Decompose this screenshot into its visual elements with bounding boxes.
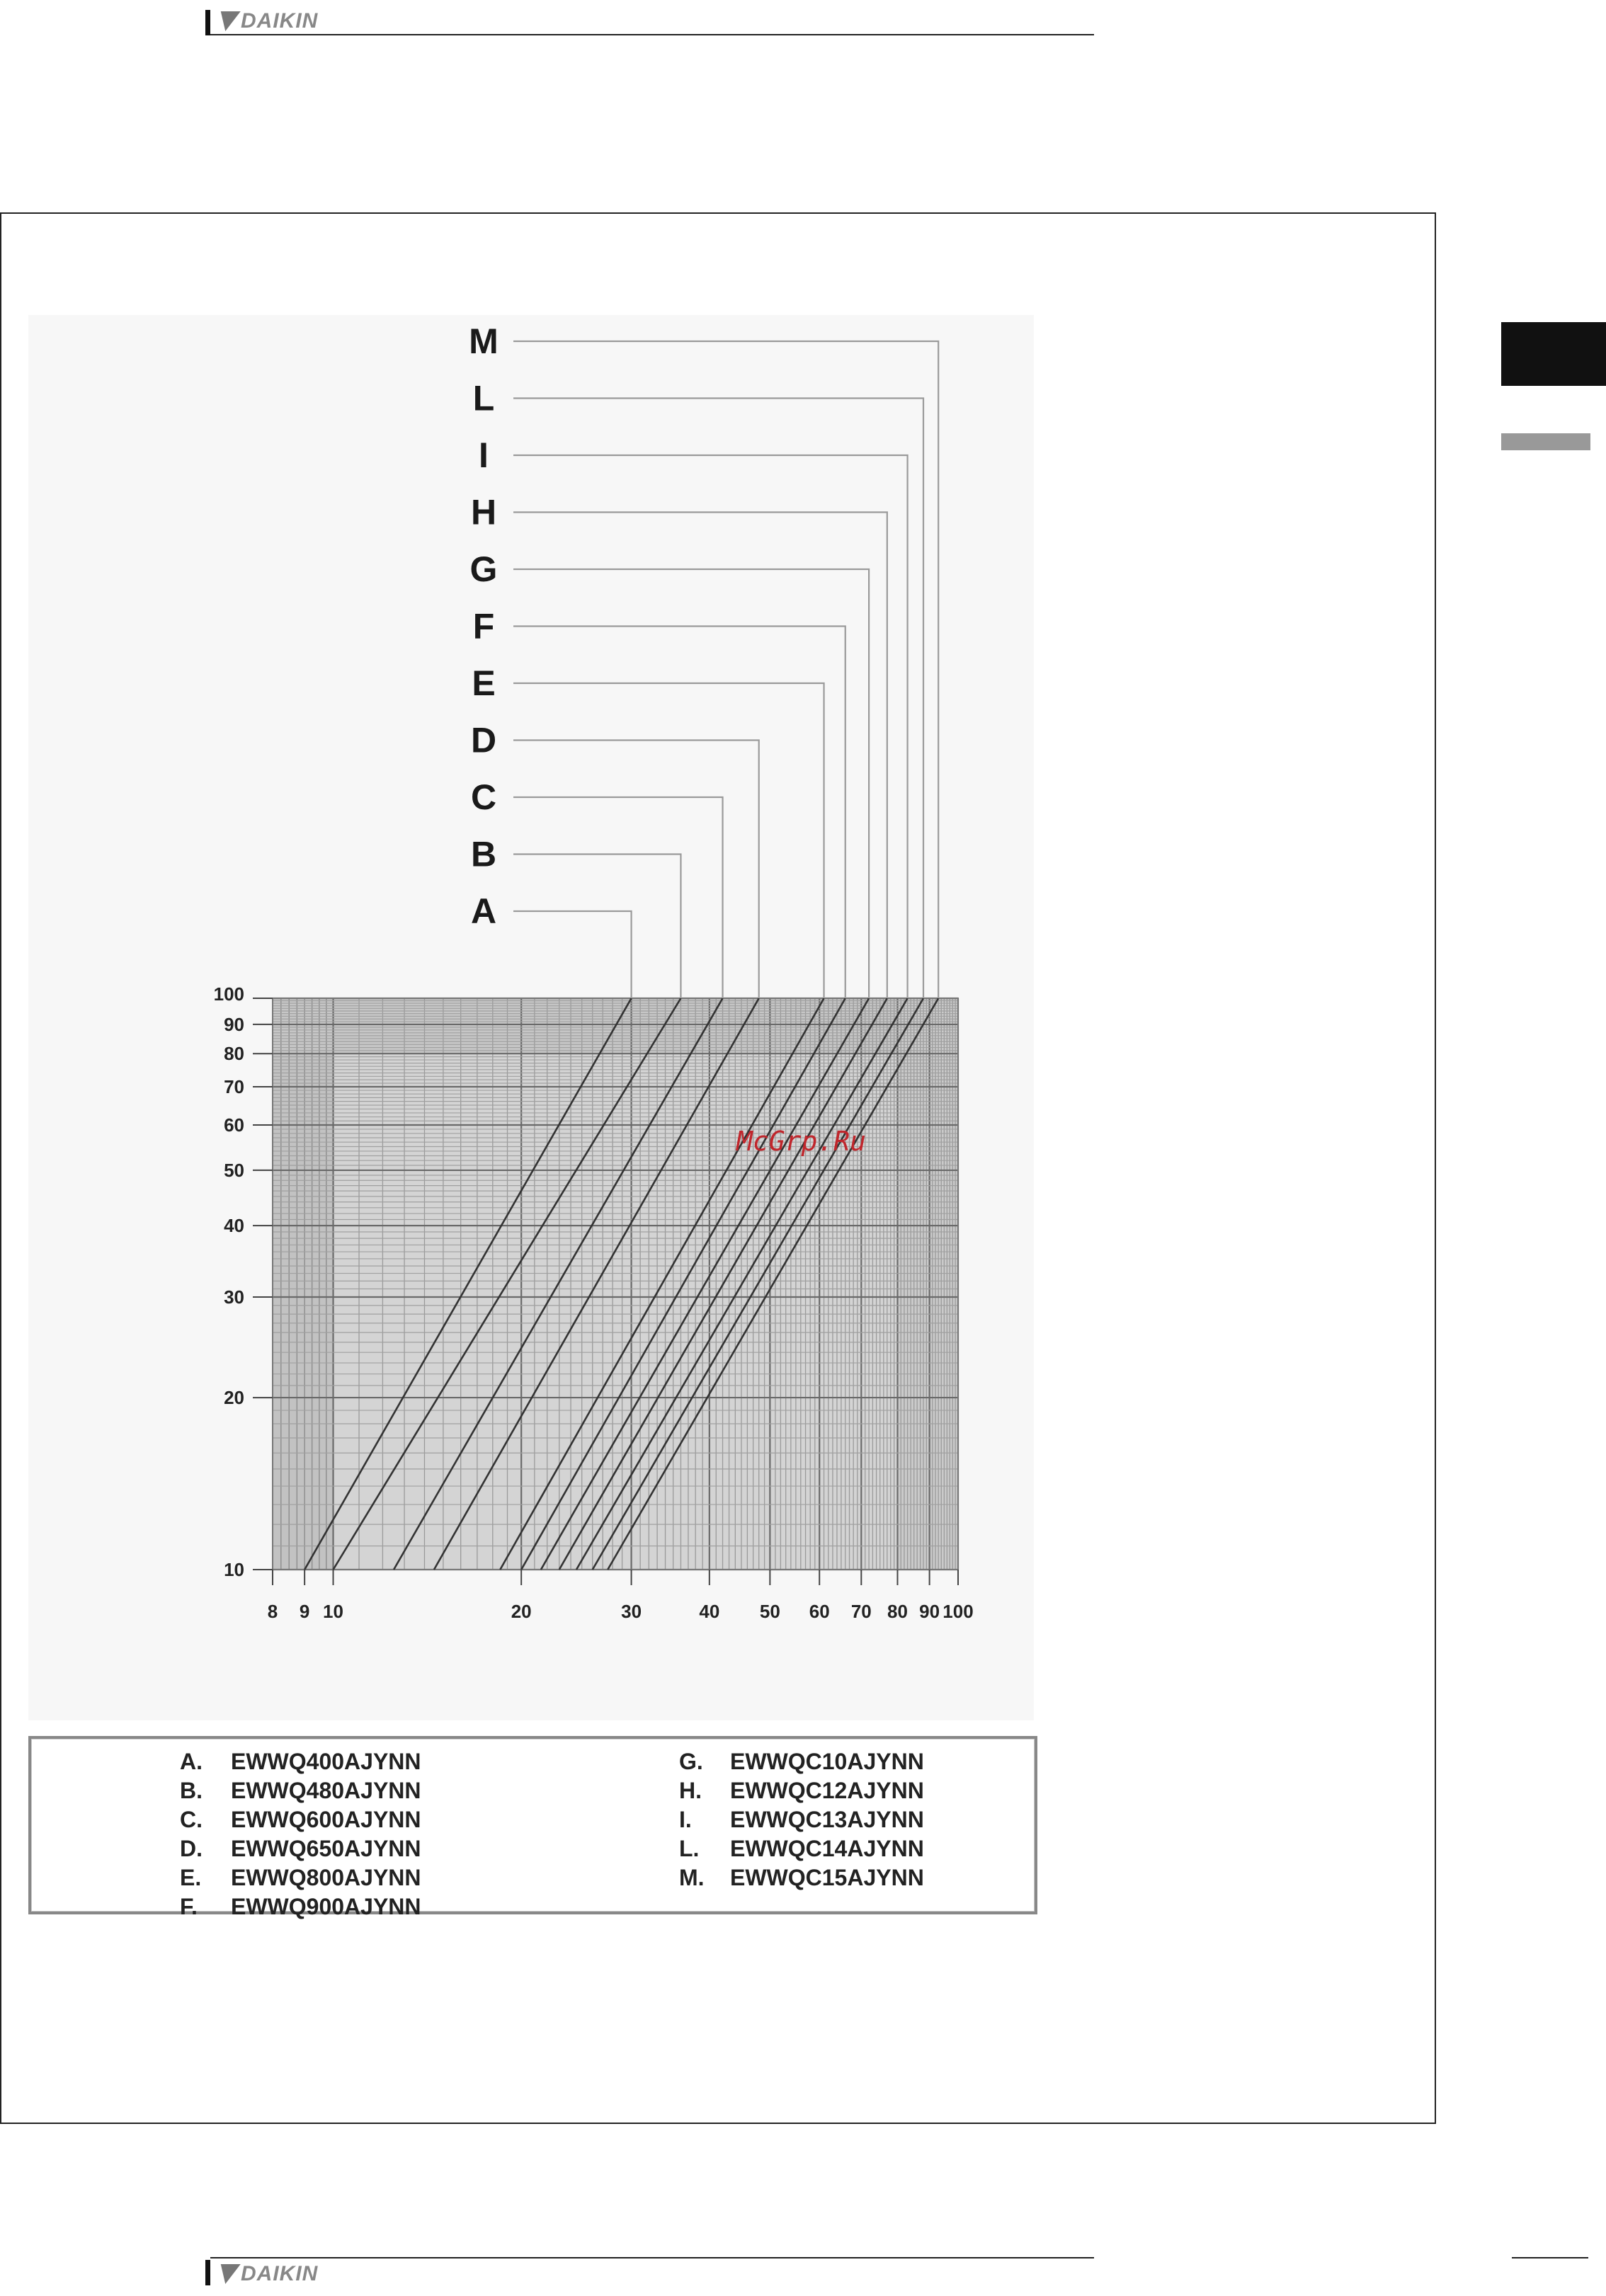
plot-band-right (897, 998, 958, 1570)
series-label-b: B (470, 834, 497, 874)
series-label-a: A (470, 891, 497, 931)
chart-svg (28, 315, 1034, 1720)
series-label-m: M (469, 321, 499, 361)
series-label-e: E (472, 663, 496, 703)
x-tick-label: 9 (299, 1601, 310, 1622)
x-tick-label: 100 (942, 1601, 974, 1622)
plot-area (273, 998, 958, 1570)
x-tick-label: 70 (850, 1601, 872, 1622)
x-tick-label: 10 (323, 1601, 343, 1622)
legend-item: D. EWWQ650AJYNN (180, 1836, 421, 1861)
y-tick-label: 30 (224, 1286, 244, 1308)
x-tick-label: 50 (759, 1601, 780, 1622)
y-tick-label: 100 (213, 983, 244, 1005)
footer-right-rule (1512, 2257, 1588, 2258)
page-header (205, 10, 1094, 38)
section-tab-marker (1501, 433, 1590, 450)
series-label-i: I (479, 435, 489, 475)
legend-item: H. EWWQC12AJYNN (679, 1778, 924, 1803)
legend-item: B. EWWQ480AJYNN (180, 1778, 421, 1803)
legend-item: C. EWWQ600AJYNN (180, 1807, 421, 1832)
daikin-mark-icon (215, 11, 241, 31)
y-tick-label: 10 (224, 1559, 244, 1580)
series-label-d: D (470, 720, 497, 760)
x-tick-label: 30 (621, 1601, 642, 1622)
section-tab (1501, 322, 1606, 386)
y-tick-label: 40 (224, 1215, 244, 1237)
series-label-h: H (470, 492, 497, 532)
footer-bar (205, 2260, 210, 2285)
y-tick-label: 60 (224, 1114, 244, 1136)
legend-column-right (679, 1749, 924, 1894)
series-label-f: F (472, 606, 495, 646)
legend-item: L. EWWQC14AJYNN (679, 1836, 924, 1861)
footer-rule (210, 2257, 1094, 2258)
brand-wordmark: DAIKIN (241, 2262, 319, 2285)
legend-item: F. EWWQ900AJYNN (180, 1894, 421, 1919)
x-tick-label: 90 (919, 1601, 940, 1622)
y-tick-label: 70 (224, 1076, 244, 1098)
legend-item: I. EWWQC13AJYNN (679, 1807, 924, 1832)
x-tick-label: 8 (267, 1601, 278, 1622)
page-footer (205, 2251, 1094, 2287)
x-tick-label: 40 (699, 1601, 720, 1622)
pressure-drop-chart (28, 315, 1034, 1720)
legend-item: E. EWWQ800AJYNN (180, 1865, 421, 1890)
y-tick-label: 50 (224, 1159, 244, 1181)
plot-band-left (273, 998, 334, 1570)
brand-logo (218, 2261, 318, 2287)
legend-item: A. EWWQ400AJYNN (180, 1749, 421, 1774)
model-legend (28, 1736, 1037, 1919)
legend-item: M. EWWQC15AJYNN (679, 1865, 924, 1890)
legend-item: G. EWWQC10AJYNN (679, 1749, 924, 1774)
series-label-c: C (470, 777, 497, 817)
watermark-text: McGrp.Ru (736, 1126, 867, 1157)
series-label-l: L (472, 378, 495, 418)
brand-wordmark: DAIKIN (241, 9, 319, 33)
header-rule (210, 34, 1094, 35)
y-tick-label: 80 (224, 1043, 244, 1065)
x-tick-label: 80 (887, 1601, 908, 1622)
legend-column-left (180, 1749, 421, 1923)
x-tick-label: 20 (511, 1601, 532, 1622)
header-bar (205, 10, 210, 35)
daikin-mark-icon (215, 2264, 241, 2284)
y-tick-label: 20 (224, 1387, 244, 1409)
y-tick-label: 90 (224, 1013, 244, 1035)
x-tick-label: 60 (809, 1601, 830, 1622)
brand-logo (218, 8, 318, 34)
series-label-g: G (469, 549, 498, 589)
